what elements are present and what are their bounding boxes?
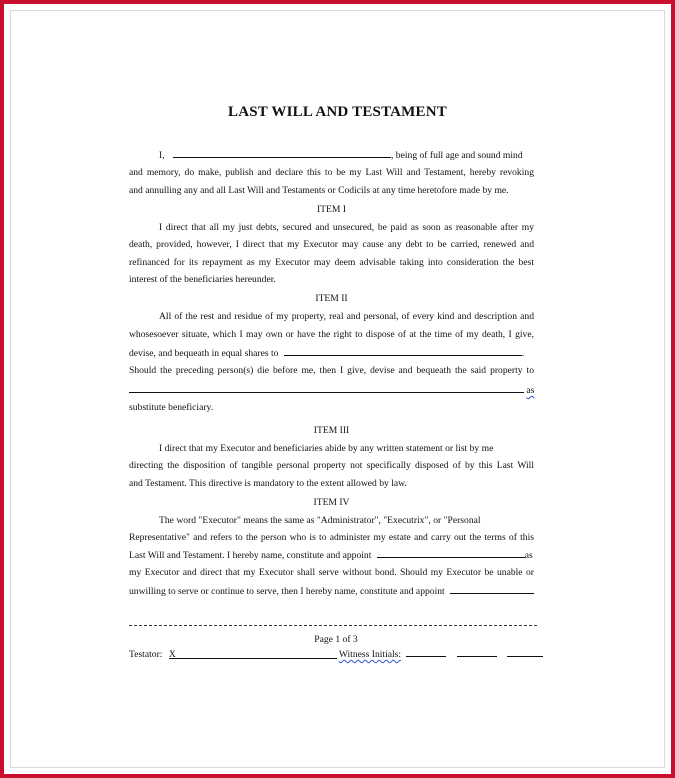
item-4-heading: ITEM IV (313, 497, 350, 508)
item-4-line-4: my Executor and direct that my Executor shall serve without bond. Should my Executor be unable or (129, 567, 534, 578)
intro-line-2: and memory, do make, publish and declare this to be my Last Will and Testament, hereby revoking (129, 167, 534, 178)
item-2-line-4: Should the preceding person(s) die before me, then I give, devise and bequeath the said property to (129, 365, 534, 376)
item-3-line: and Testament. This directive is mandatory to the extent allowed by law. (129, 478, 407, 489)
intro-prefix: I, (159, 150, 165, 161)
item-2-line: whosesoever situate, which I may own or have the right to dispose of at the time of my death, I give, (129, 329, 534, 340)
testator-mark: X (168, 649, 176, 660)
item-4-line: The word "Executor" means the same as "Administrator", "Executrix", or "Personal (159, 515, 481, 526)
item-3-heading: ITEM III (313, 425, 350, 436)
witness-initials-blank-3[interactable] (507, 645, 543, 657)
item-4-line-5 (129, 582, 534, 600)
beneficiaries-blank[interactable] (284, 344, 522, 356)
witness-initials-label: Witness Initials: (338, 649, 402, 660)
footer-divider (129, 625, 537, 626)
item-2-line-3 (129, 344, 534, 362)
item-4-line-3 (129, 546, 534, 564)
item-2-line-5 (129, 381, 534, 399)
item-1-line: death, provided, however, I direct that my Executor may cause any debt to be carried, renewed and (129, 239, 534, 250)
item-3-line: directing the disposition of tangible personal property not specifically disposed of by this Last Will (129, 460, 534, 471)
item-3-line: I direct that my Executor and beneficiaries abide by any written statement or list by me (159, 443, 494, 454)
item-2-line3-suffix: . (521, 348, 525, 359)
item-2-heading: ITEM II (315, 293, 348, 304)
item-1-heading: ITEM I (316, 204, 347, 215)
testator-signature-line[interactable] (169, 646, 337, 659)
witness-initials-blank-2[interactable] (457, 645, 497, 657)
testator-name-blank[interactable] (173, 146, 391, 158)
item-2-line: All of the rest and residue of my property, real and personal, of every kind and description and (159, 311, 534, 322)
signature-row (129, 645, 544, 661)
item-2-line-6: substitute beneficiary. (129, 402, 214, 413)
item-1-line: I direct that all my just debts, secured and unsecured, be paid as soon as reasonable after my (159, 222, 534, 233)
alternate-executor-blank[interactable] (450, 582, 534, 594)
intro-line-3: and annulling any and all Last Will and Testaments or Codicils at any time heretofore made by me. (129, 185, 509, 196)
item-4-line3-prefix: Last Will and Testament. I hereby name, constitute and appoint (129, 550, 372, 561)
testator-label: Testator: (129, 649, 163, 660)
item-2-line3-prefix: devise, and bequeath in equal shares to (129, 348, 279, 359)
page-number: Page 1 of 3 (314, 634, 358, 645)
witness-initials-blank-1[interactable] (406, 645, 446, 657)
item-4-line3-suffix: as (524, 550, 533, 561)
executor-blank[interactable] (377, 546, 525, 558)
document-title: LAST WILL AND TESTAMENT (228, 104, 447, 120)
item-4-line5-prefix: unwilling to serve or continue to serve, then I hereby name, constitute and appoint (129, 586, 445, 597)
substitute-beneficiary-blank[interactable] (129, 381, 524, 393)
item-1-line: refinanced for its repayment as my Executor may deem advisable taking into consideration the best (129, 257, 534, 268)
intro-line-1 (129, 146, 534, 164)
item-4-line: Representative" and refers to the person who is to administer my estate and carry out the terms of this (129, 532, 534, 543)
item-1-line: interest of the beneficiaries hereunder. (129, 274, 276, 285)
item-2-line5-suffix: as (526, 385, 535, 396)
intro-line1-suffix: , being of full age and sound mind (391, 150, 523, 161)
